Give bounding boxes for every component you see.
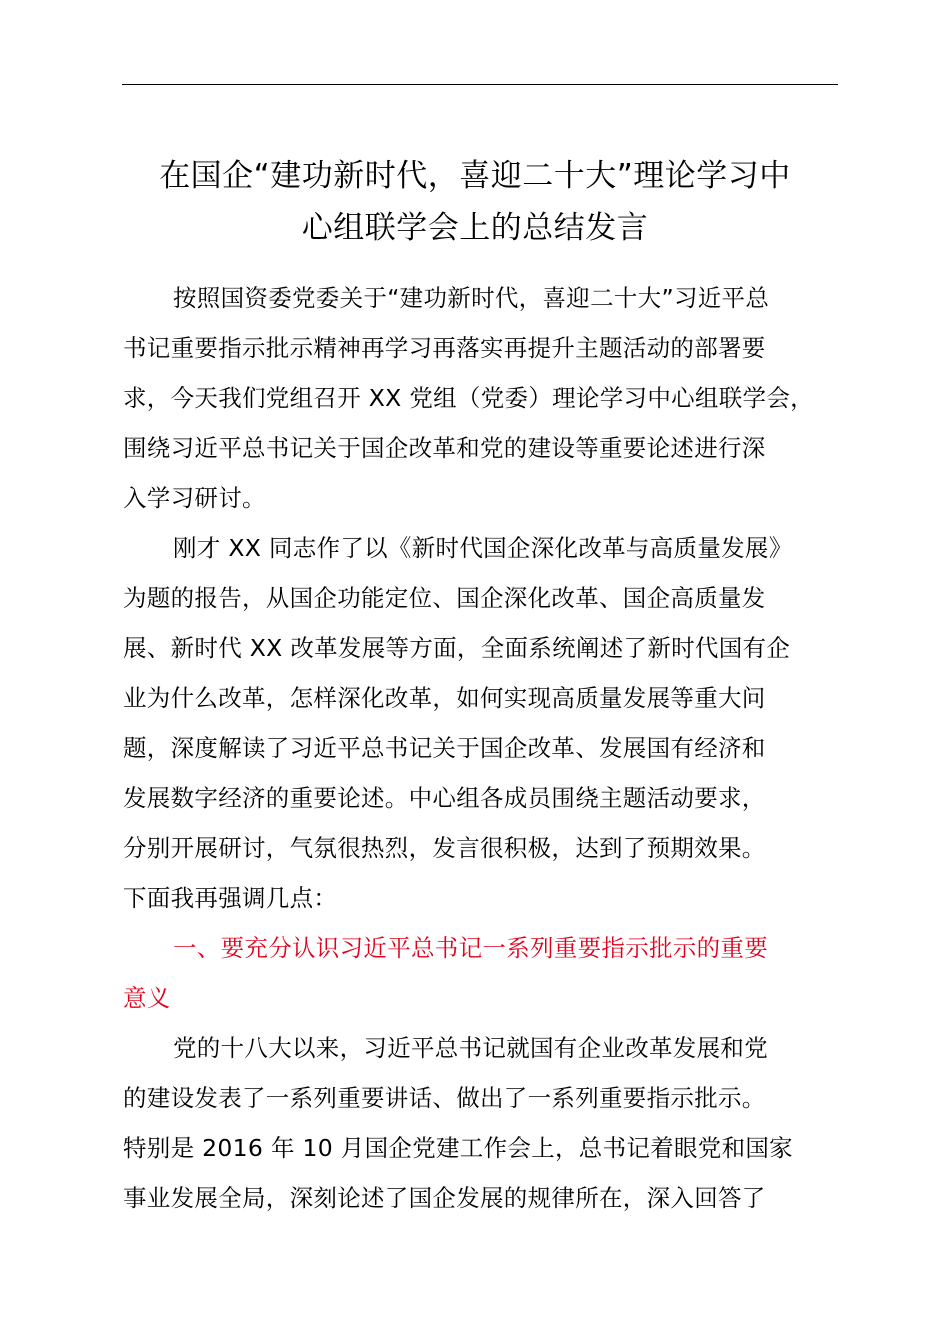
- header-rule: [122, 84, 838, 85]
- paragraph-2-line: 刚才 XX 同志作了以《新时代国企深化改革与高质量发展》: [173, 534, 793, 562]
- paragraph-3-line: 特别是 2016 年 10 月国企党建工作会上，总书记着眼党和国家: [123, 1134, 793, 1162]
- document-title: [0, 150, 950, 254]
- section-heading-1: 一、要充分认识习近平总书记一系列重要指示批示的重要: [173, 934, 768, 962]
- paragraph-2-line: 下面我再强调几点：: [123, 884, 338, 912]
- paragraph-2-line: 为题的报告，从国企功能定位、国企深化改革、国企高质量发: [123, 584, 766, 612]
- section-heading-1: 意义: [123, 984, 171, 1012]
- paragraph-3-line: 的建设发表了一系列重要讲话、做出了一系列重要指示批示。: [123, 1084, 766, 1112]
- paragraph-1-line: 书记重要指示批示精神再学习再落实再提升主题活动的部署要: [123, 334, 766, 362]
- title-line-2: 心组联学会上的总结发言: [301, 210, 649, 246]
- paragraph-2-line: 题，深度解读了习近平总书记关于国企改革、发展国有经济和: [123, 734, 766, 762]
- paragraph-1-line: 求，今天我们党组召开 XX 党组（党委）理论学习中心组联学会，: [123, 384, 814, 412]
- paragraph-2-line: 展、新时代 XX 改革发展等方面，全面系统阐述了新时代国有企: [123, 634, 791, 662]
- paragraph-2-line: 发展数字经济的重要论述。中心组各成员围绕主题活动要求，: [123, 784, 766, 812]
- paragraph-2-line: 分别开展研讨，气氛很热烈，发言很积极，达到了预期效果。: [123, 834, 766, 862]
- paragraph-3-line: 党的十八大以来，习近平总书记就国有企业改革发展和党: [173, 1034, 768, 1062]
- title-line-1: 在国企“建功新时代，喜迎二十大”理论学习中: [159, 158, 791, 194]
- paragraph-3-line: 事业发展全局，深刻论述了国企发展的规律所在，深入回答了: [123, 1184, 766, 1212]
- paragraph-1-line: 入学习研讨。: [123, 484, 266, 512]
- paragraph-1-line: 按照国资委党委关于“建功新时代，喜迎二十大”习近平总: [173, 284, 770, 312]
- paragraph-1-line: 围绕习近平总书记关于国企改革和党的建设等重要论述进行深: [123, 434, 766, 462]
- paragraph-2-line: 业为什么改革，怎样深化改革，如何实现高质量发展等重大问: [123, 684, 766, 712]
